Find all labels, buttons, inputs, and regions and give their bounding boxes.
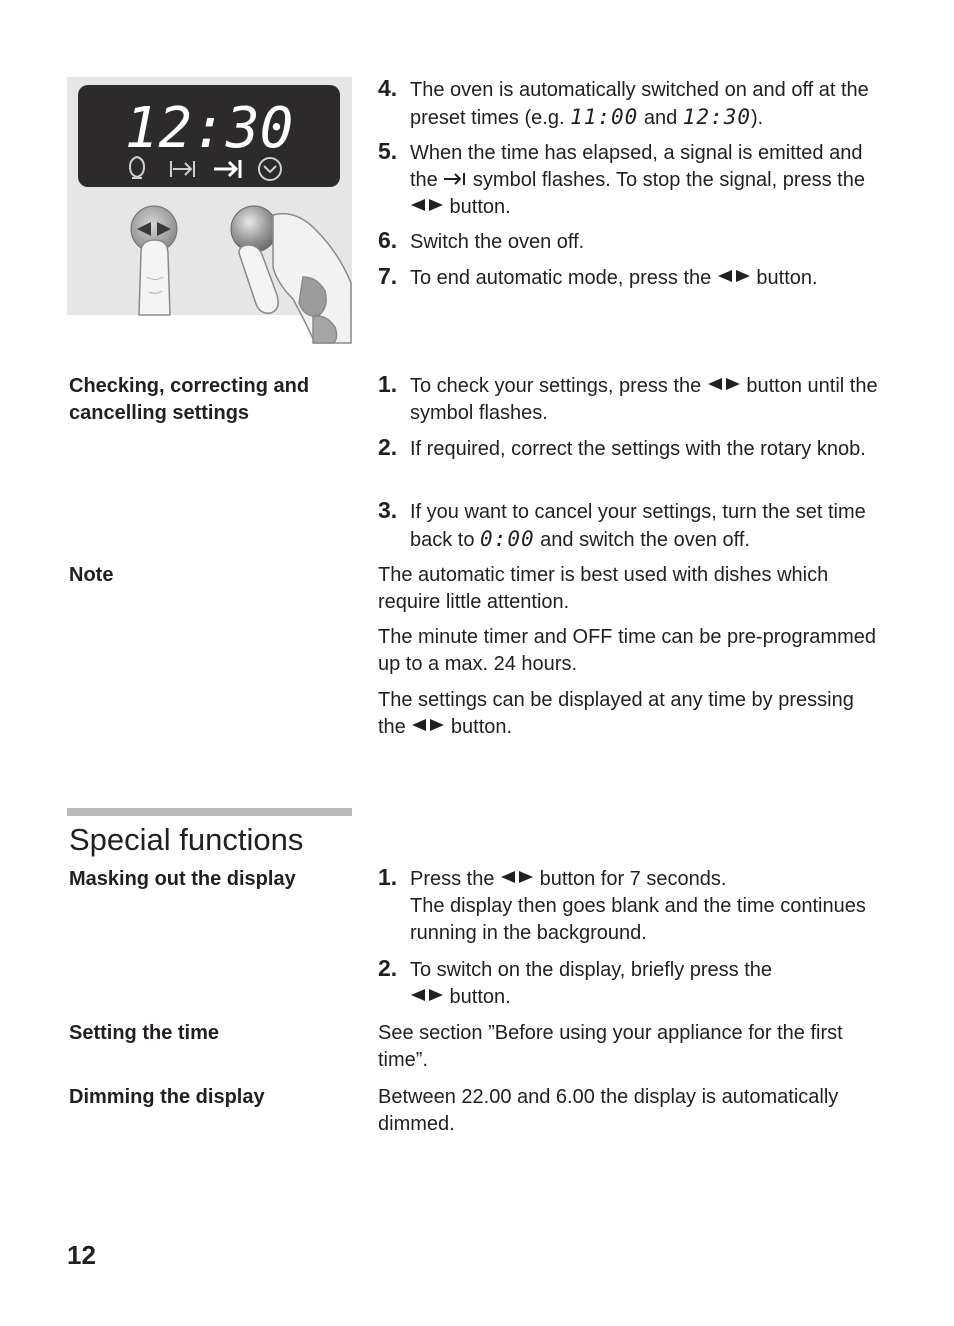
dimming-text: Between 22.00 and 6.00 the display is automatically dimmed. [378,1086,839,1135]
para-text-part: button. [445,716,513,738]
step-number: 5. [378,138,398,164]
step-number: 6. [378,227,398,253]
step-text [410,77,878,132]
checking-step-1 [378,373,878,427]
step-text [410,373,878,427]
step-text-part: Press the [410,868,501,890]
setting-time-text: See section ”Before using your appliance for the first time”. [378,1022,843,1071]
step-text [410,140,878,221]
step-text-part: and switch the oven off. [534,529,750,551]
arrow-button-icon [410,988,444,1002]
note-paragraph-2: The minute timer and OFF time can be pre-programmed up to a max. 24 hours. [378,626,876,675]
step-5 [378,140,878,221]
step-text [410,866,878,947]
step-text-part: When the time has elapsed, a signal is emitted and the [410,142,863,191]
masking-step-1 [378,866,878,947]
setting-time-label: Setting the time [69,1022,220,1044]
step-text-part: symbol flashes. To stop the signal, press the [467,169,865,191]
finger-drawing [139,240,170,315]
note-label: Note [69,564,114,586]
time-example-1: 11:00 [570,105,639,129]
note-paragraph-1: The automatic timer is best used with dishes which require little attention. [378,564,829,613]
step-text-part: To switch on the display, briefly press the [410,959,773,981]
page-number: 12 [67,1240,96,1270]
step-text-part: button. [750,267,818,289]
arrow-button-icon [411,718,445,732]
step-number: 2. [378,955,398,981]
arrow-button-icon [717,269,751,283]
step-number: 7. [378,263,398,289]
section-heading: Special functions [69,822,304,857]
arrow-button-icon [500,870,534,884]
step-number: 4. [378,75,398,101]
dimming-label: Dimming the display [69,1086,265,1108]
step-text-part: The display then goes blank and the time continues running in the background. [410,895,866,944]
time-reset-value: 0:00 [480,527,535,551]
step-text-part: If you want to cancel your settings, turn the set time back to [410,501,866,551]
step-text [410,957,810,1011]
display-time: 12:30 [124,96,294,161]
step-text [410,265,878,292]
step-text-part: To check your settings, press the [410,375,707,397]
note-paragraph-3 [378,687,878,741]
step-text-part: button until the symbol flashes. [410,375,878,424]
masking-label: Masking out the display [69,868,296,890]
para-text-part: The settings can be displayed at any time by pressing the [378,689,854,738]
masking-step-2 [378,957,878,1011]
end-time-icon [443,172,467,186]
time-example-2: 12:30 [682,105,751,129]
step-text [410,499,878,554]
step-text-part: ). [750,107,764,129]
step-number: 3. [378,497,398,523]
arrow-button-icon [707,377,741,391]
step-text-part: button. [444,196,511,218]
step-number: 1. [378,864,398,890]
checking-label: Checking, correcting and cancelling settings [69,375,310,424]
step-6 [378,229,878,256]
control-panel-illustration [67,77,352,344]
step-text-part: The oven is automatically switched on and off at the preset times (e.g. [410,79,869,129]
step-text-part: button for 7 seconds. [534,868,727,890]
checking-step-2 [378,436,878,463]
step-text: If required, correct the settings with the rotary knob. [410,438,866,460]
step-text: Switch the oven off. [410,231,585,253]
step-text-part: To end automatic mode, press the [410,267,717,289]
step-number: 1. [378,371,398,397]
section-divider [67,808,352,816]
step-text-part: button. [444,986,511,1008]
step-text-part: and [638,107,683,129]
arrow-button-icon [410,198,444,212]
checking-step-3 [378,499,878,554]
step-4 [378,77,878,132]
step-number: 2. [378,434,398,460]
step-7 [378,265,878,292]
